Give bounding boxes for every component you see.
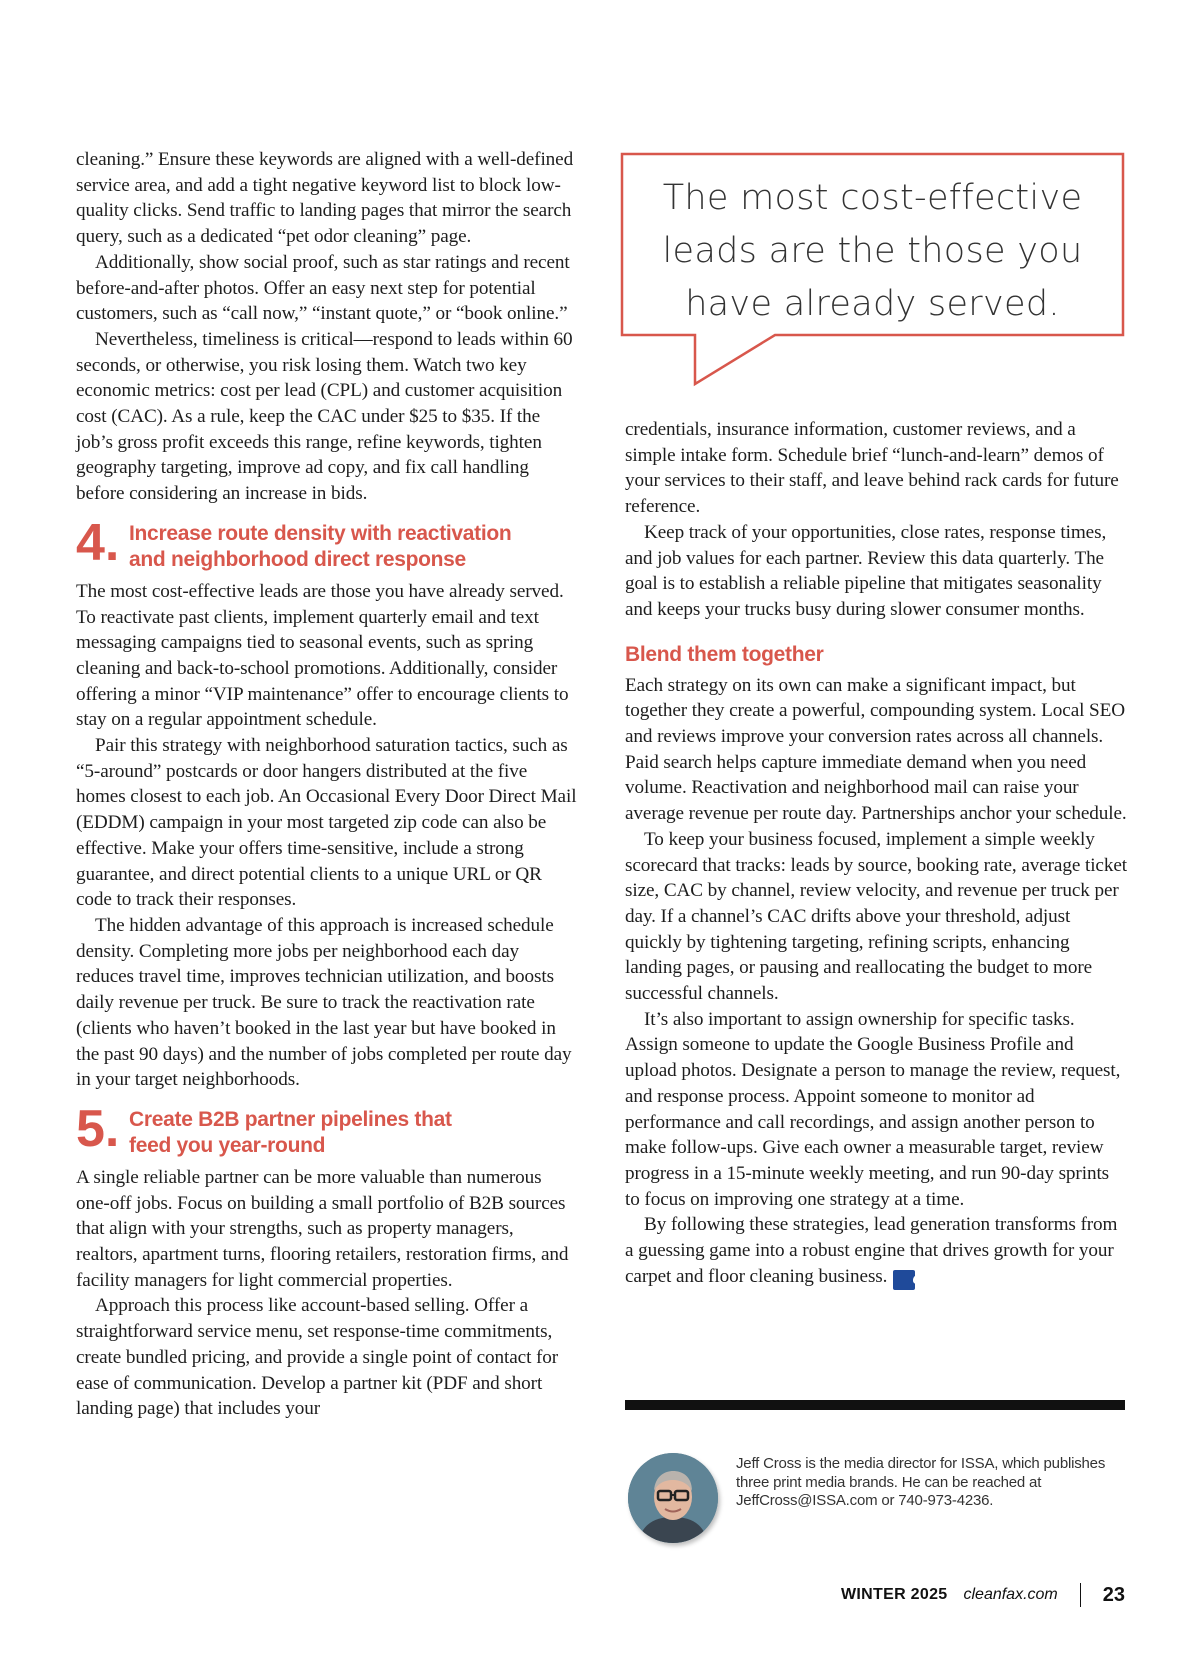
paragraph: The hidden advantage of this approach is increased schedule density. Completing more jobs per neighborhood each day reduces travel time, improves technician utilization, and boosts daily revenue per truck. Be sure to track the reactivation rate (clients who haven’t booked in the last year but have booked in the past 90 days) and the number of jobs completed per route day in your target neighborhoods.: [76, 914, 572, 1091]
paragraph: Approach this process like account-based selling. Offer a straightforward service menu, set response-time commitments, create bundled pricing, and provide a single point of contact for ease of communication. Develop a partner kit (PDF and short landing page) that includes your: [76, 1295, 559, 1420]
paragraph: It’s also important to assign ownership for specific tasks. Assign someone to update the Google Business Profile and upload photos. Designate a person to manage the review, request, and response process. Appoint someone to monitor ad performance and call recordings, and assign another person to make follow-ups. Give each owner a measurable target, review progress in a 15-minute weekly meeting, and run 90-day sprints to focus on improving one strategy at a time.: [625, 1008, 1121, 1210]
cleanfax-end-mark-icon: CF: [893, 1270, 915, 1290]
pull-quote-line: The most cost-effective: [662, 178, 1083, 218]
page-footer: [841, 1583, 1125, 1607]
left-column: [76, 147, 579, 1422]
section-title: [129, 1107, 569, 1159]
section-number: 4.: [76, 513, 120, 572]
paragraph: Keep track of your opportunities, close rates, response times, and job values for each partner. Review this data quarterly. The goal is to establish a reliable pipeline that mitigates seasonality and keeps your trucks busy during slower consumer months.: [625, 521, 1107, 620]
paragraph: Each strategy on its own can make a significant impact, but together they create a powerful, compounding system. Local SEO and reviews improve your conversion rates across all channels. Paid search helps capture immediate demand when you need volume. Reactivation and neighborhood mail can raise your average revenue per route day. Partnerships anchor your schedule.: [625, 674, 1127, 825]
section-title-line: and neighborhood direct response: [129, 547, 466, 571]
paragraph: Pair this strategy with neighborhood saturation tactics, such as “5-around” postcards or door hangers distributed at the five homes closest to each job. An Occasional Every Door Direct Mail (EDDM) campaign in your most targeted zip code can also be effective. Make your offers time-sensitive, include a strong guarantee, and direct potential clients to a unique URL or QR code to track their responses.: [76, 735, 577, 911]
pull-quote-text: [630, 172, 1115, 331]
section-title: [129, 521, 569, 573]
closing-paragraph: [625, 1212, 1128, 1289]
paragraph: Nevertheless, timeliness is critical—respond to leads within 60 seconds, or otherwise, you risk losing them. Watch two key economic metrics: cost per lead (CPL) and customer acquisition cost (CAC). As a rule, keep the CAC under $25 to $35. If the job’s gross profit exceeds this range, refine keywords, tighten geography targeting, improve ad copy, and fix call handling before considering an increase in bids.: [76, 328, 573, 505]
closing-text: By following these strategies, lead generation transforms from a guessing game into a robust engine that drives growth for your carpet and floor cleaning business.: [625, 1214, 1118, 1287]
section-number: 5.: [76, 1099, 120, 1158]
author-photo: [628, 1453, 718, 1543]
section-title-line: feed you year-round: [129, 1133, 326, 1157]
page-number: 23: [1102, 1583, 1125, 1606]
section-title-line: Create B2B partner pipelines that: [129, 1107, 452, 1131]
paragraph: The most cost-effective leads are those you have already served. To reactivate past clients, implement quarterly email and text messaging campaigns tied to seasonal events, such as spring cleaning and back-to-school promotions. Additionally, consider offering a minor “VIP maintenance” offer to encourage clients to stay on a regular appointment schedule.: [76, 580, 569, 731]
footer-divider: [1080, 1583, 1081, 1607]
paragraph: Additionally, show social proof, such as star ratings and recent before-and-after photos. Offer an easy next step for potential customers, such as “call now,” “instant quote,” or “book online.”: [76, 251, 570, 325]
subheading: Blend them together: [625, 642, 824, 666]
right-column: [625, 417, 1128, 1290]
section-5-heading: [76, 1099, 579, 1165]
paragraph: A single reliable partner can be more valuable than numerous one-off jobs. Focus on building a small portfolio of B2B sources that align with your strengths, such as property managers, realtors, apartment turns, flooring retailers, restoration firms, and facility managers for light commercial properties.: [76, 1166, 569, 1291]
site-label: cleanfax.com: [963, 1586, 1058, 1603]
section-title-line: Increase route density with reactivation: [129, 521, 512, 545]
pull-quote: [620, 152, 1125, 335]
author-bio: Jeff Cross is the media director for ISSA, which publishes three print media brands. He can be reached at JeffCross@ISSA.com or 740-973-4236.: [736, 1455, 1106, 1509]
paragraph: cleaning.” Ensure these keywords are aligned with a well-defined service area, and add a tight negative keyword list to block low-quality clicks. Send traffic to landing pages that mirror the search query, such as a dedicated “pet odor cleaning” page.: [76, 149, 574, 248]
divider-rule: [625, 1400, 1125, 1410]
section-4-heading: [76, 513, 579, 579]
paragraph: credentials, insurance information, customer reviews, and a simple intake form. Schedule brief “lunch-and-learn” demos of your services to their staff, and leave behind rack cards for future reference.: [625, 419, 1119, 518]
author-portrait-icon: [628, 1453, 718, 1543]
pull-quote-line: have already served.: [685, 284, 1060, 324]
paragraph: To keep your business focused, implement a simple weekly scorecard that tracks: leads by source, booking rate, average ticket size, CAC by channel, review velocity, and revenue per truck per day. If a channel’s CAC drifts above your threshold, adjust quickly by tightening targeting, refining scripts, enhancing landing pages, or pausing and reallocating the budget to more successful channels.: [625, 828, 1127, 1005]
issue-label: WINTER 2025: [841, 1586, 948, 1603]
pull-quote-line: leads are the those you: [662, 231, 1083, 271]
